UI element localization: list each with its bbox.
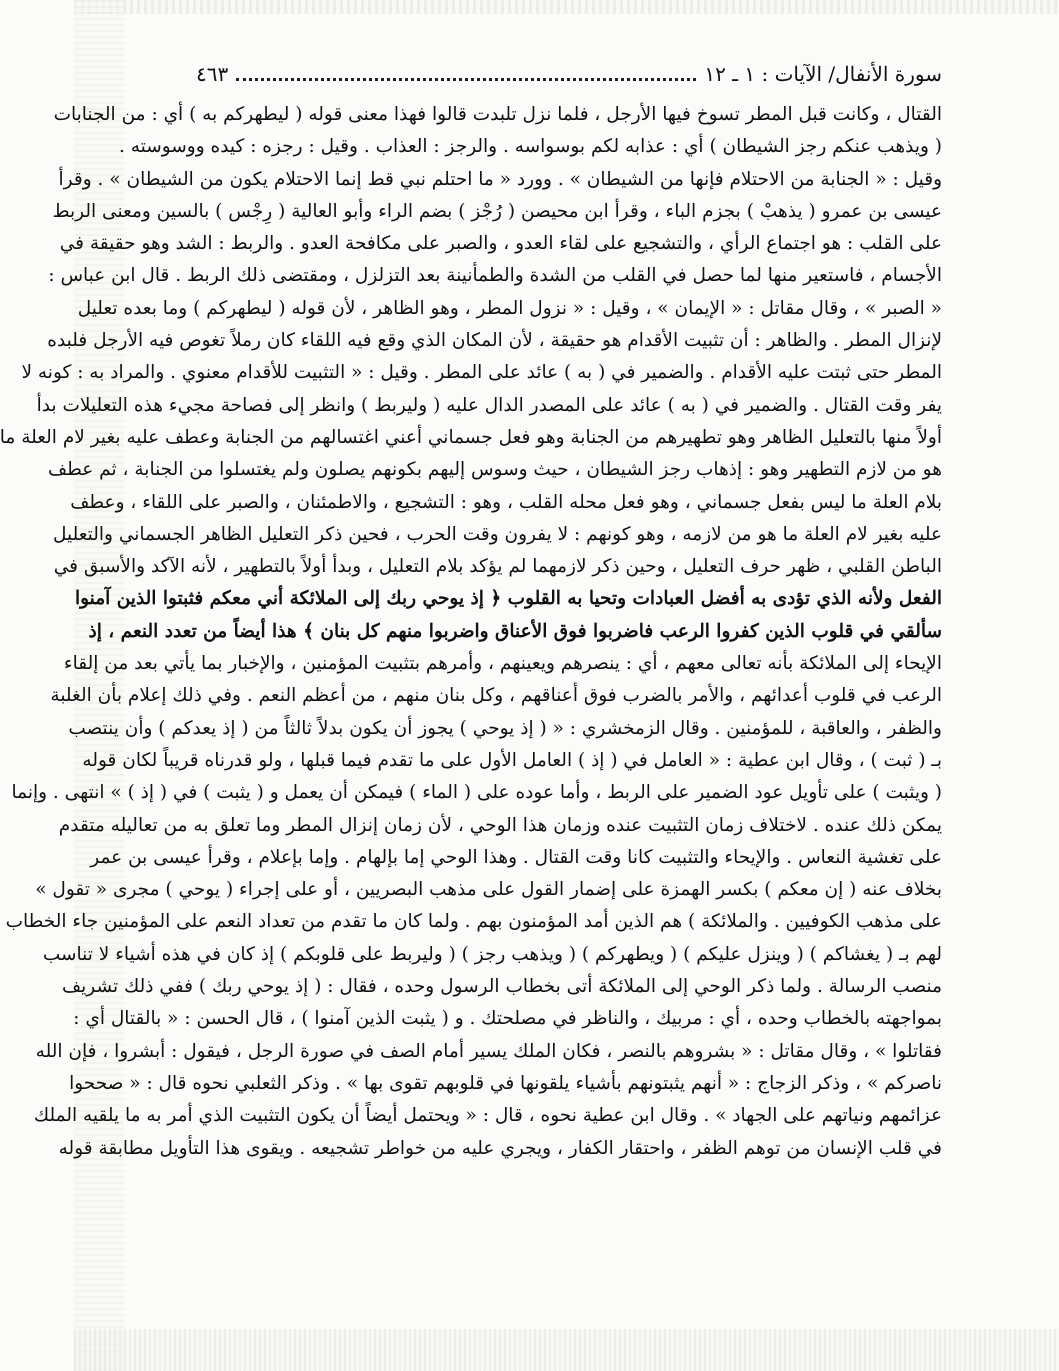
text-line: ناصركم » ، وذكر الزجاج : « أنهم يثبتونهم بأشياء يلقونها في قلوبهم تقوى بها » . وذكر الثعلبي نحوه قال : « صححوا <box>69 1072 942 1094</box>
text-line: على القلب : هو اجتماع الرأي ، والتشجيع على لقاء العدو ، والصبر على مكافحة العدو . والربط : الشد وهو حقيقة في <box>59 233 942 255</box>
text-line: بمواجهته بالخطاب وحده ، أي : مربيك ، والناظر في مصلحتك . و ( يثبت الذين آمنوا ) ، قال الحسن : « بالقتال أي : <box>73 1008 942 1030</box>
text-line: عيسى بن عمرو ( يذهبْ ) بجزم الباء ، وقرأ ابن محيصن ( رُجْز ) بضم الراء وأبو العالية ( رِجْس ) بالسين ومعنى الربط <box>52 200 942 222</box>
text-line: عزائمهم ونياتهم على الجهاد » . وقال ابن عطية نحوه ، قال : « ويحتمل أيضاً أن يكون التثبيت الذي أمر به ما يلقيه الملك <box>33 1105 942 1127</box>
text-line: القتال ، وكانت قبل المطر تسوخ فيها الأرجل ، فلما نزل تلبدت قالوا فهذا معنى قوله ( ليطهركم به ) أي : من الجنابات <box>53 104 942 125</box>
text-line: يفر وقت القتال . والضمير في ( به ) عائد على المصدر الدال عليه ( وليربط ) وانظر إلى فصاحة مجيء هذه التعليلات بدأ <box>36 394 942 416</box>
text-line: منصب الرسالة . ولما ذكر الوحي إلى الملائكة أتى بخطاب الرسول وحده ، فقال : ( إذ يوحي ربك ) ففي ذلك تشريف <box>61 976 942 998</box>
header-title: سورة الأنفال/ الآيات : ١ ـ ١٢ <box>704 62 942 86</box>
text-line: لهم بـ ( يغشاكم ) ( وينزل عليكم ) ( ويطهركم ) ( ويذهب رجز ) ( وليربط على قلوبكم ) إذ كان في هذه أشياء لا تناسب <box>42 943 942 965</box>
text-line: عليه بغير لام العلة ما هو من لازمه ، وهو كونهم : لا يفرون وقت الحرب ، فحين ذكر التعليل الظاهر الجسماني والتعليل <box>53 523 942 545</box>
header-dot-leader <box>236 68 696 81</box>
page-number: ٤٦٣ <box>196 62 229 86</box>
text-line: الفعل ولأنه الذي تؤدى به أفضل العبادات وتحيا به القلوب ﴿ إذ يوحي ربك إلى الملائكة أني معكم فثبتوا الذين آمنوا <box>74 588 942 610</box>
text-line: فقاتلوا » ، وقال مقاتل : « بشروهم بالنصر ، فكان الملك يسير أمام الصف في صورة الرجل ، فيقول : أبشروا ، فإن الله <box>35 1040 942 1062</box>
text-line: وقيل : « الجنابة من الاحتلام فإنها من الشيطان » . وورد « ما احتلم نبي قط إنما الاحتلام يكون من الشيطان » . وقرأ <box>58 168 942 190</box>
text-line: المطر حتى ثبتت عليه الأقدام . والضمير في ( به ) عائد على المطر . وقيل : « التثبيت للأقدام معنوي . والمراد به : كونه لا <box>21 362 942 384</box>
text-line: يمكن ذلك عنده . لاختلاف زمان التثبيت عنده وزمان هذا الوحي ، لأن زمان إنزال المطر وما تعلق به من تعاليله متقدم <box>58 814 942 836</box>
text-line: لإنزال المطر . والظاهر : أن تثبيت الأقدام هو حقيقة ، لأن المكان الذي وقع فيه اللقاء كان رملاً تغوص فيه الأرجل فلبده <box>47 330 942 352</box>
text-line: على مذهب الكوفيين . والملائكة ) هم الذين أمد المؤمنون بهم . ولما كان ما تقدم من تعداد النعم على المؤمنين جاء الخطاب <box>5 911 942 933</box>
text-line: هو من لازم التطهير وهو : إذهاب رجز الشيطان ، حيث وسوس إليهم بكونهم يصلون ولم يغتسلوا من الجنابة ، ثم عطف <box>47 459 942 481</box>
text-line: أولاً منها بالتعليل الظاهر وهو تطهيرهم من الجنابة وهو فعل جسماني أعني اغتسالهم من الجنابة وعطف عليه بغير لام العلة ما <box>0 426 942 448</box>
text-line: الإيحاء إلى الملائكة بأنه تعالى معهم ، أي : ينصرهم ويعينهم ، وأمرهم بتثبيت المؤمنين ، والإخبار بما يأتي بعد من إلقاء <box>63 653 942 675</box>
text-line: الأجسام ، فاستعير منها لما حصل في القلب من الشدة والطمأنينة بعد التزلزل ، ومقتضى ذلك الربط . قال ابن عباس : <box>48 265 942 287</box>
text-line: « الصبر » ، وقال مقاتل : « الإيمان » ، وقيل : « نزول المطر ، وهو الظاهر ، لأن قوله ( ليطهركم ) وما بعده تعليل <box>77 297 942 319</box>
text-line: والظفر ، والعاقبة ، للمؤمنين . وقال الزمخشري : « ( إذ يوحي ) يجوز أن يكون بدلاً ثالثاً من ( إذ يعدكم ) وأن ينتصب <box>68 717 942 739</box>
scan-edge-bottom <box>74 1329 1059 1371</box>
text-line: بـ ( ثبت ) ، وقال ابن عطية : « العامل في ( إذ ) العامل الأول على ما تقدم فيما قبلها ، ولو قدرناه قريباً لكان قوله <box>82 749 942 771</box>
body-text <box>0 99 942 1165</box>
text-line: الرعب في قلوب أعدائهم ، والأمر بالضرب فوق أعناقهم ، وكل بنان منهم ، من أعظم النعم . وفي ذلك إعلام بأن الغلبة <box>50 685 942 707</box>
text-line: ( ويثبت ) على تأويل عود الضمير على الربط ، وأما عوده على ( الماء ) فيمكن أن يعمل و ( يثبت ) في ( إذ ) » انتهى . وإنما <box>11 782 942 804</box>
text-line: بلام العلة ما ليس بفعل جسماني ، وهو فعل محله القلب ، وهو : التشجيع ، والاطمئنان ، والصبر على اللقاء ، وعطف <box>70 491 942 513</box>
running-header <box>196 58 942 90</box>
text-line: الباطن القلبي ، ظهر حرف التعليل ، وحين ذكر لازمهما لم يؤكد بلام التعليل ، وبدأ أولاً بالتطهير ، لأنه الآكد والأسبق في <box>53 556 942 578</box>
text-line: على تغشية النعاس . والإيحاء والتثبيت كانا وقت القتال . وهذا الوحي إما بإلهام . وإما بإعلام ، وقرأ عيسى بن عمر <box>90 846 942 868</box>
text-line: بخلاف عنه ( إن معكم ) بكسر الهمزة على إضمار القول على مذهب البصريين ، أو على إجراء ( يوحي ) مجرى « تقول » <box>35 879 942 901</box>
scan-edge-top <box>74 0 1059 14</box>
text-line: في قلب الإنسان من توهم الظفر ، واحتقار الكفار ، ويجري عليه من خواطر تشجيعه . ويقوى هذا التأويل مطابقة قوله <box>58 1137 942 1159</box>
text-line: سألقي في قلوب الذين كفروا الرعب فاضربوا فوق الأعناق واضربوا منهم كل بنان ﴾ هذا أيضاً من تعدد النعم ، إذ <box>88 620 942 642</box>
text-line: ( ويذهب عنكم رجز الشيطان ) أي : عذابه لكم بوسواسه . والرجز : العذاب . وقيل : رجزه : كيده ووسوسته . <box>118 136 942 158</box>
